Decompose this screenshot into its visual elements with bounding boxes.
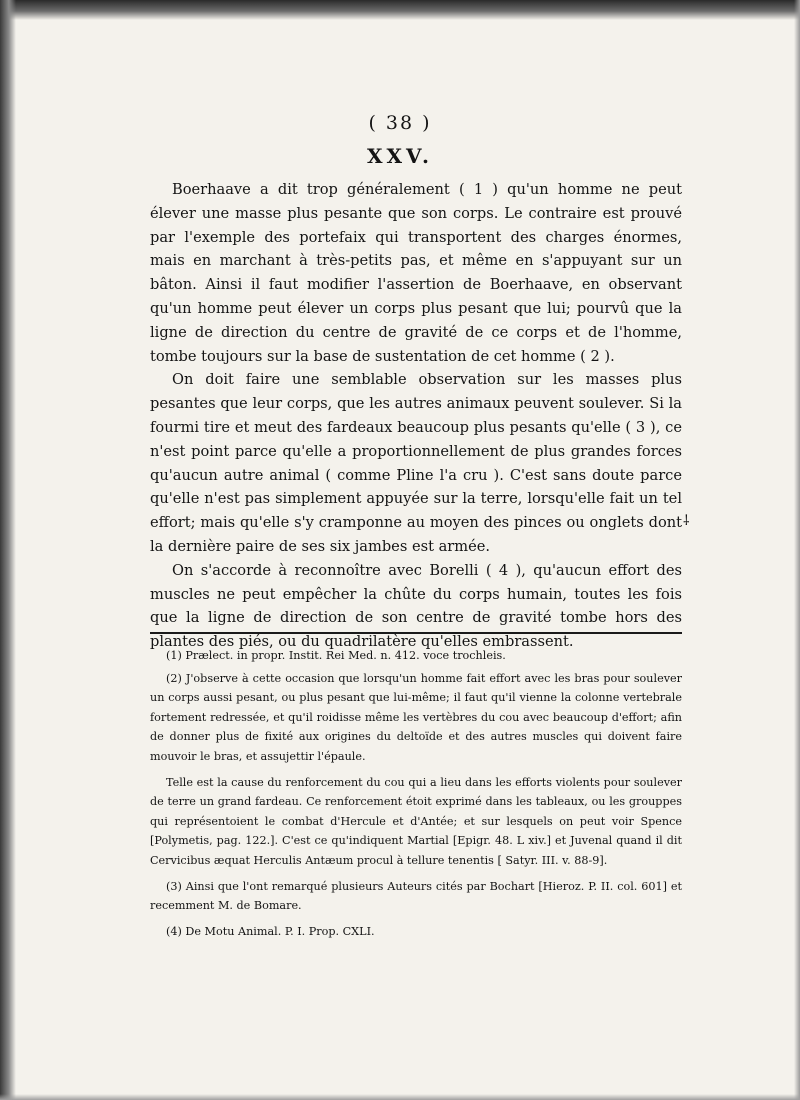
page-number: ( 38 ) <box>368 112 432 134</box>
footnote: (1) Prælect. in propr. Instit. Rei Med. n. 412. voce trochleis. <box>166 649 506 662</box>
footnote: (4) De Motu Animal. P. I. Prop. CXLI. <box>166 924 375 938</box>
section-title: XXV. <box>366 144 434 168</box>
scan-border-bottom <box>0 1094 800 1100</box>
footnote-rule <box>150 632 682 634</box>
footnote: (3) Ainsi que l'ont remarqué plusieurs Auteurs cités par Bochart [Hieroz. P. II. col. 601] et recemment M. de Bomare. <box>150 879 682 913</box>
stray-mark: ⸸ <box>683 513 690 529</box>
body-text <box>150 178 682 654</box>
scan-border-top <box>0 0 800 20</box>
body-paragraph: On s'accorde à reconnoître avec Borelli ( 4 ), qu'aucun effort des muscles ne peut empêcher la chûte du corps humain, toutes les fois que la ligne de direction de son centre de gravité tombe hors des plantes des piés, ou du quadrilatère qu'elles embrassent. <box>150 561 682 651</box>
body-paragraph: On doit faire une semblable observation sur les masses plus pesantes que leur corps, que les autres animaux peuvent soulever. Si la fourmi tire et meut des fardeaux beaucoup plus pesants qu'elle ( 3 ), ce n'est point parce qu'elle a proportionnellement de plus grandes forces qu'aucun autre animal ( comme Pline l'a cru ). C'est sans doute parce qu'elle n'est pas simplement appuyée sur la terre, lorsqu'elle fait un tel effort; mais qu'elle s'y cramponne au moyen des pinces ou onglets dont la dernière paire de ses six jambes est armée. <box>150 371 682 555</box>
footnote: (2) J'observe à cette occasion que lorsqu'un homme fait effort avec les bras pour soulever un corps aussi pesant, ou plus pesant que lui-même; il faut qu'il vienne la colonne vertebrale fortement redressée, et qu'il roidisse même les vertèbres du cou avec beaucoup d'effort; afin de donner plus de fixité aux origines du deltoïde et des autres muscles qui doivent faire mouvoir le bras, et assujettir l'épaule. <box>150 671 682 763</box>
footnote: Telle est la cause du renforcement du cou qui a lieu dans les efforts violents pour soulever de terre un grand fardeau. Ce renforcement étoit exprimé dans les tableaux, ou les grouppes qui représentoient le combat d'Hercule et d'Antée; et sur lesquels on peut voir Spence [Polymetis, pag. 122.]. C'est ce qu'indiquent Martial [Epigr. 48. L xiv.] et Juvenal quand il dit Cervicibus æquat Herculis Antæum procul à tellure tenentis [ Satyr. III. v. 88-9]. <box>150 775 682 867</box>
body-paragraph: Boerhaave a dit trop généralement ( 1 ) qu'un homme ne peut élever une masse plus pesante que son corps. Le contraire est prouvé par l'exemple des portefaix qui transportent des charges énormes, mais en marchant à très-petits pas, et même en s'appuyant sur un bâton. Ainsi il faut modifier l'assertion de Boerhaave, en observant qu'un homme peut élever un corps plus pesant que lui; pourvû que la ligne de direction du centre de gravité de ce corps et de l'homme, tombe toujours sur la base de sustentation de cet homme ( 2 ). <box>150 181 682 365</box>
footnotes <box>150 646 682 944</box>
